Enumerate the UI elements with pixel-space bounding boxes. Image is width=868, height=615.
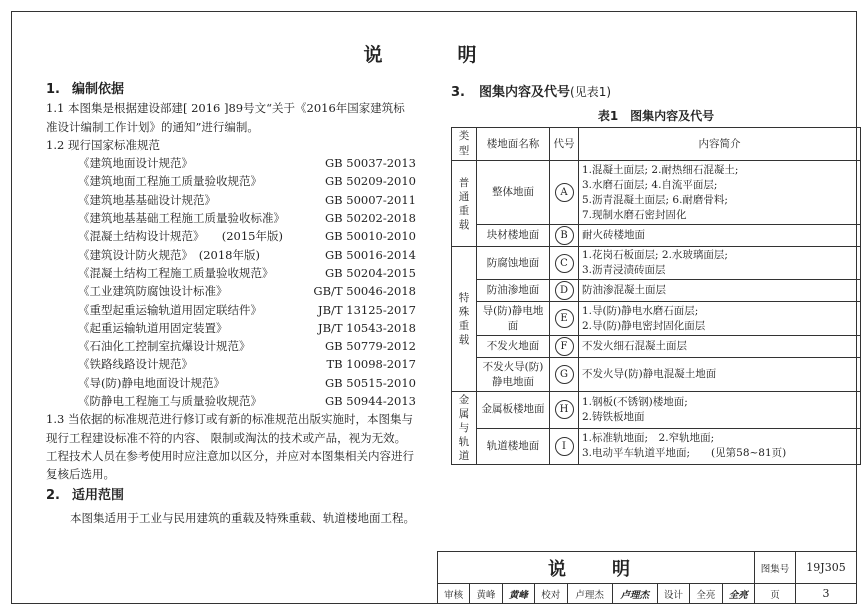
code-cell xyxy=(550,161,579,225)
section-3-title: 图集内容及代号 xyxy=(479,85,571,100)
standard-item xyxy=(46,337,416,355)
floor-name: 导(防)静电地面 xyxy=(477,302,550,336)
category-special: 特殊重载 xyxy=(452,247,477,392)
table-row xyxy=(452,225,861,247)
section-3-heading xyxy=(451,81,861,100)
standard-name: 《建筑地面工程施工质量验收规范》 xyxy=(78,174,262,189)
table-row xyxy=(452,358,861,392)
standard-name: 《铁路线路设计规范》 xyxy=(78,357,193,372)
standard-name: 《导(防)静电地面设计规范》 xyxy=(78,375,225,390)
header-desc: 内容简介 xyxy=(579,128,861,161)
review-label: 审核 xyxy=(438,584,470,604)
category-metal-rail: 金属与轨道 xyxy=(452,392,477,465)
category-general: 普通重载 xyxy=(452,161,477,247)
code-cell xyxy=(550,392,579,429)
desc-line: 3.水磨石面层; 4.自流平面层; xyxy=(582,178,718,191)
table-row xyxy=(452,336,861,358)
desc-line: 不发火导(防)静电混凝土地面 xyxy=(582,368,717,380)
para-1-2: 1.2 现行国家标准规范 xyxy=(46,137,160,152)
left-column xyxy=(46,81,416,527)
code-circle: C xyxy=(555,254,574,273)
review-signature: 黄峰 xyxy=(502,584,534,604)
section-2-title: 适用范围 xyxy=(72,487,125,503)
standard-item xyxy=(46,264,416,282)
design-signature: 全亮 xyxy=(722,584,754,604)
titleblock-title: 说 明 xyxy=(548,558,644,580)
desc-cell xyxy=(579,161,861,225)
desc-line: 1.钢板(不锈钢)楼地面; xyxy=(582,395,688,408)
code-circle: G xyxy=(555,365,574,384)
standard-name: 《石油化工控制室抗爆设计规范》 xyxy=(78,339,251,354)
section-2-number: 2. xyxy=(46,487,60,503)
standard-code: TB 10098-2017 xyxy=(326,357,416,372)
standard-code: JB/T 10543-2018 xyxy=(318,320,416,335)
standard-code: GB 50515-2010 xyxy=(324,375,416,390)
check-signature: 卢理杰 xyxy=(612,584,657,604)
standard-name: 《建筑地基基础设计规范》 xyxy=(78,192,216,207)
floor-name: 不发火地面 xyxy=(477,336,550,358)
page-label: 页 xyxy=(755,584,796,604)
desc-cell xyxy=(579,302,861,336)
desc-line: 3.沥青浸渍砖面层 xyxy=(582,264,666,276)
code-circle: D xyxy=(555,281,574,300)
code-circle: F xyxy=(555,337,574,356)
standard-name: 《建筑设计防火规范》 (2018年版) xyxy=(78,247,260,262)
table-row xyxy=(452,161,861,225)
atlas-label: 图集号 xyxy=(755,552,796,584)
table-row xyxy=(452,428,861,465)
code-cell xyxy=(550,358,579,392)
standard-name: 《建筑地面设计规范》 xyxy=(78,156,193,171)
code-cell xyxy=(550,247,579,280)
design-label: 设计 xyxy=(657,584,689,604)
code-circle: B xyxy=(555,226,574,245)
standard-code: GB 50202-2018 xyxy=(324,211,416,226)
floor-name: 整体地面 xyxy=(477,161,550,225)
floor-name: 轨道楼地面 xyxy=(477,428,550,465)
desc-cell xyxy=(579,336,861,358)
floor-name: 防腐蚀地面 xyxy=(477,247,550,280)
desc-cell xyxy=(579,280,861,302)
desc-line: 不发火细石混凝土面层 xyxy=(582,340,687,352)
standard-code: JB/T 13125-2017 xyxy=(318,302,416,317)
right-column xyxy=(451,81,861,100)
table-row xyxy=(452,280,861,302)
desc-cell xyxy=(579,247,861,280)
standard-item xyxy=(46,246,416,264)
check-label: 校对 xyxy=(535,584,567,604)
floor-name: 防油渗地面 xyxy=(477,280,550,302)
section-1-heading xyxy=(46,81,416,99)
standard-code: GB 50010-2010 xyxy=(324,229,416,244)
desc-cell xyxy=(579,225,861,247)
desc-cell xyxy=(579,428,861,465)
section-3-note: (见表1) xyxy=(570,85,612,99)
desc-line: 防油渗混凝土面层 xyxy=(582,284,666,296)
table-row xyxy=(452,302,861,336)
table-body xyxy=(452,161,861,465)
standard-code: GB 50944-2013 xyxy=(324,394,416,409)
standard-name: 《建筑地基基础工程施工质量验收标准》 xyxy=(78,211,285,226)
desc-line: 1.导(防)静电水磨石面层; xyxy=(582,304,699,317)
review-name: 黄峰 xyxy=(470,584,502,604)
table-caption: 表1 图集内容及代号 xyxy=(597,109,715,123)
desc-line: 2.导(防)静电密封固化面层 xyxy=(582,319,706,332)
code-cell xyxy=(550,428,579,465)
floor-name: 不发火导(防)静电地面 xyxy=(477,358,550,392)
standard-item xyxy=(46,374,416,392)
standard-item xyxy=(46,154,416,172)
table-row xyxy=(452,247,861,280)
standards-list xyxy=(46,154,416,410)
standard-name: 《起重运输轨道用固定装置》 xyxy=(78,320,228,335)
section-1-title: 编制依据 xyxy=(72,82,125,97)
standard-code: GB 50779-2012 xyxy=(324,339,416,354)
header-code: 代号 xyxy=(550,128,579,161)
code-circle: A xyxy=(555,183,574,202)
standard-code: GB 50204-2015 xyxy=(324,265,416,280)
table-row xyxy=(452,392,861,429)
desc-line: 2.铸铁板地面 xyxy=(582,410,645,423)
titleblock-title-cell xyxy=(438,552,755,584)
desc-line: 1.混凝土面层; 2.耐热细石混凝土; xyxy=(582,163,739,176)
atlas-number: 19J305 xyxy=(796,552,857,584)
standard-code: GB/T 50046-2018 xyxy=(313,284,416,299)
desc-line: 1.花岗石板面层; 2.水玻璃面层; xyxy=(582,249,728,261)
section-2-heading xyxy=(46,487,416,505)
page-number: 3 xyxy=(796,584,857,604)
section-1-number: 1. xyxy=(46,82,60,97)
standard-code: GB 50209-2010 xyxy=(324,174,416,189)
desc-line: 1.标准轨地面; 2.窄轨地面; xyxy=(582,432,715,445)
para-1-3: 1.3 当依据的标准规范进行修订或有新的标准规范出版实施时，本图集与现行工程建设标准不符的内容、 限制或淘汰的技术或产品，视为无效。工程技术人员在参考使用时应注意加以区分，并应对本图集相关内容进行复核后选用。 xyxy=(46,412,414,482)
title-block xyxy=(437,551,857,604)
standard-code: GB 50016-2014 xyxy=(324,247,416,262)
code-cell xyxy=(550,225,579,247)
design-name: 全亮 xyxy=(690,584,722,604)
standard-item xyxy=(46,227,416,245)
standard-name: 《混凝土结构设计规范》 (2015年版) xyxy=(78,229,283,244)
standard-item xyxy=(46,301,416,319)
code-circle: I xyxy=(555,437,574,456)
code-circle: H xyxy=(555,400,574,419)
standard-item xyxy=(46,392,416,410)
desc-line: 7.现制水磨石密封固化 xyxy=(582,208,687,221)
page-title: 说 明 xyxy=(363,44,505,66)
header-type: 类型 xyxy=(452,128,477,161)
code-circle: E xyxy=(555,309,574,328)
para-2: 本图集适用于工业与民用建筑的重载及特殊重载、轨道楼地面工程。 xyxy=(70,510,415,525)
code-cell xyxy=(550,302,579,336)
standard-item xyxy=(46,319,416,337)
para-1-1: 1.1 本图集是根据建设部建[ 2016 ]89号文“关于《2016年国家建筑标准设计编制工作计划》的通知”进行编制。 xyxy=(46,101,405,134)
standard-name: 《重型起重运输轨道用固定联结件》 xyxy=(78,302,262,317)
desc-line: 5.沥青混凝土面层; 6.耐磨骨料; xyxy=(582,193,728,206)
code-cell xyxy=(550,336,579,358)
floor-name: 金属板楼地面 xyxy=(477,392,550,429)
section-3-number: 3. xyxy=(451,85,465,100)
standard-name: 《防静电工程施工与质量验收规范》 xyxy=(78,394,262,409)
standard-item xyxy=(46,172,416,190)
standard-item xyxy=(46,209,416,227)
standard-name: 《混凝土结构工程施工质量验收规范》 xyxy=(78,265,274,280)
desc-line: 耐火砖楼地面 xyxy=(582,229,645,241)
check-name: 卢理杰 xyxy=(567,584,612,604)
desc-cell xyxy=(579,392,861,429)
standard-item xyxy=(46,355,416,373)
table-header-row xyxy=(452,128,861,161)
floor-name: 块材楼地面 xyxy=(477,225,550,247)
desc-cell xyxy=(579,358,861,392)
code-cell xyxy=(550,280,579,302)
desc-line: 3.电动平车轨道平地面; (见第58~81页) xyxy=(582,447,787,460)
standard-name: 《工业建筑防腐蚀设计标准》 xyxy=(78,284,228,299)
content-table xyxy=(451,127,861,465)
standard-item xyxy=(46,191,416,209)
standard-code: GB 50007-2011 xyxy=(324,192,416,207)
standard-code: GB 50037-2013 xyxy=(324,156,416,171)
standard-item xyxy=(46,282,416,300)
header-name: 楼地面名称 xyxy=(477,128,550,161)
